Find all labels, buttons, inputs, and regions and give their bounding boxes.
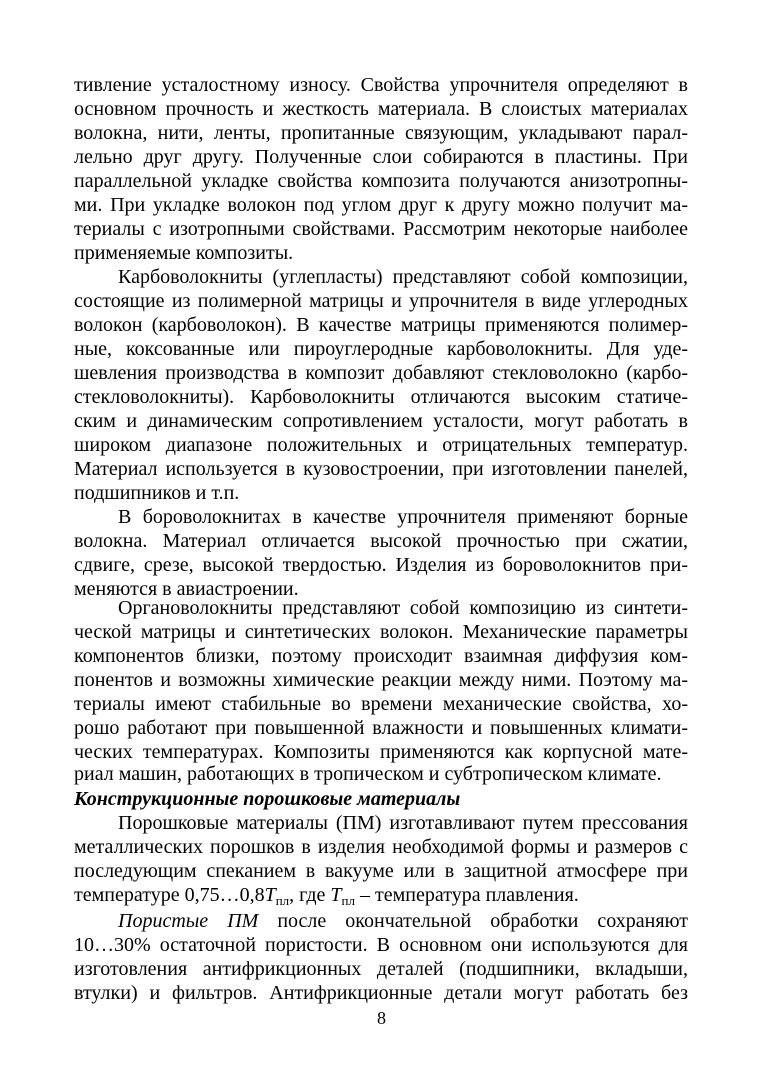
text-line: Органоволокниты представляют собой композицию из синтети- <box>118 597 688 619</box>
text-line: териалы с изотропными свойствами. Рассмотрим некоторые наиболее <box>74 218 688 240</box>
symbol-t: T <box>330 884 342 906</box>
text-line-formula <box>74 883 688 907</box>
text-line: состоящие из полимерной матрицы и упрочнителя в виде углеродных <box>74 290 688 312</box>
text-line: применяемые композиты. <box>74 242 294 264</box>
text-line: ческих температурах. Композиты применяются как корпусной мате- <box>74 741 688 763</box>
subscript-melting: пл <box>275 893 290 908</box>
text-line: подшипников и т.п. <box>74 482 240 504</box>
text-line: волокон (карбоволокон). В качестве матрицы применяются полимер- <box>74 314 688 336</box>
text-line: ные, коксованные или пироуглеродные карбоволокниты. Для уде- <box>74 338 688 360</box>
subscript-melting: пл <box>341 893 355 908</box>
section-heading: Конструкционные порошковые материалы <box>74 788 461 810</box>
text-line: изготовления антифрикционных деталей (подшипники, вкладыши, <box>74 958 688 980</box>
text-line: лельно друг другу. Полученные слои собираются в пластины. При <box>74 146 688 168</box>
text-line: В бороволокнитах в качестве упрочнителя применяют борные <box>118 506 688 528</box>
text-line: 10…30% остаточной пористости. В основном они используются для <box>74 934 688 956</box>
text-line: риал машин, работающих в тропическом и субтропическом климате. <box>74 763 662 785</box>
text-line: териалы имеют стабильные во времени механические свойства, хо- <box>74 693 688 715</box>
text-line: ческой матрицы и синтетических волокон. Механические параметры <box>74 621 688 643</box>
text-line: рошо работают при повышенной влажности и повышенных климати- <box>74 717 688 739</box>
text-line: компонентов близки, поэтому происходит взаимная диффузия ком- <box>74 645 688 667</box>
text-line: стекловолокниты). Карбоволокниты отличаются высоким статиче- <box>74 386 688 408</box>
text-line: последующим спеканием в вакууме или в защитной атмосфере при <box>74 860 688 882</box>
italic-term: Пористые ПМ <box>118 910 259 932</box>
text-line: Материал используется в кузовостроении, при изготовлении панелей, <box>74 458 688 480</box>
text-line: Порошковые материалы (ПМ) изготавливают путем прессования <box>118 812 688 834</box>
text-line: тивление усталостному износу. Свойства упрочнителя определяют в <box>74 74 688 96</box>
text-line: ми. При укладке волокон под углом друг к другу можно получит ма- <box>74 194 688 216</box>
text-line: широком диапазоне положительных и отрицательных температур. <box>74 434 688 456</box>
text-line: волокна, нити, ленты, пропитанные связующим, укладывают парал- <box>74 122 688 144</box>
text-segment: , где <box>289 884 331 906</box>
page-number: 8 <box>377 1008 386 1028</box>
text-line: понентов и возможны химические реакции между ними. Поэтому ма- <box>74 669 688 691</box>
text-segment: – температура плавления. <box>355 884 579 906</box>
text-segment: после окончательной обработки сохраняют <box>258 910 688 932</box>
text-line: втулки) и фильтров. Антифрикционные детали могут работать без <box>74 982 688 1004</box>
text-segment: температуре 0,75…0,8 <box>74 884 265 906</box>
symbol-t: T <box>264 884 276 906</box>
text-line <box>118 909 688 933</box>
text-line: сдвиге, срезе, высокой твердостью. Изделия из бороволокнитов при- <box>74 554 688 576</box>
text-line: волокна. Материал отличается высокой прочностью при сжатии, <box>74 530 688 552</box>
text-line: шевления производства в композит добавляют стекловолокно (карбо- <box>74 362 688 384</box>
text-line: металлических порошков в изделия необходимой формы и размеров с <box>74 836 688 858</box>
text-line: основном прочность и жесткость материала. В слоистых материалах <box>74 98 688 120</box>
text-line: меняются в авиастроении. <box>74 578 299 600</box>
text-line: ским и динамическим сопротивлением усталости, могут работать в <box>74 410 688 432</box>
text-line: Карбоволокниты (углепласты) представляют собой композиции, <box>118 266 688 288</box>
text-line: параллельной укладке свойства композита получаются анизотропны- <box>74 170 688 192</box>
